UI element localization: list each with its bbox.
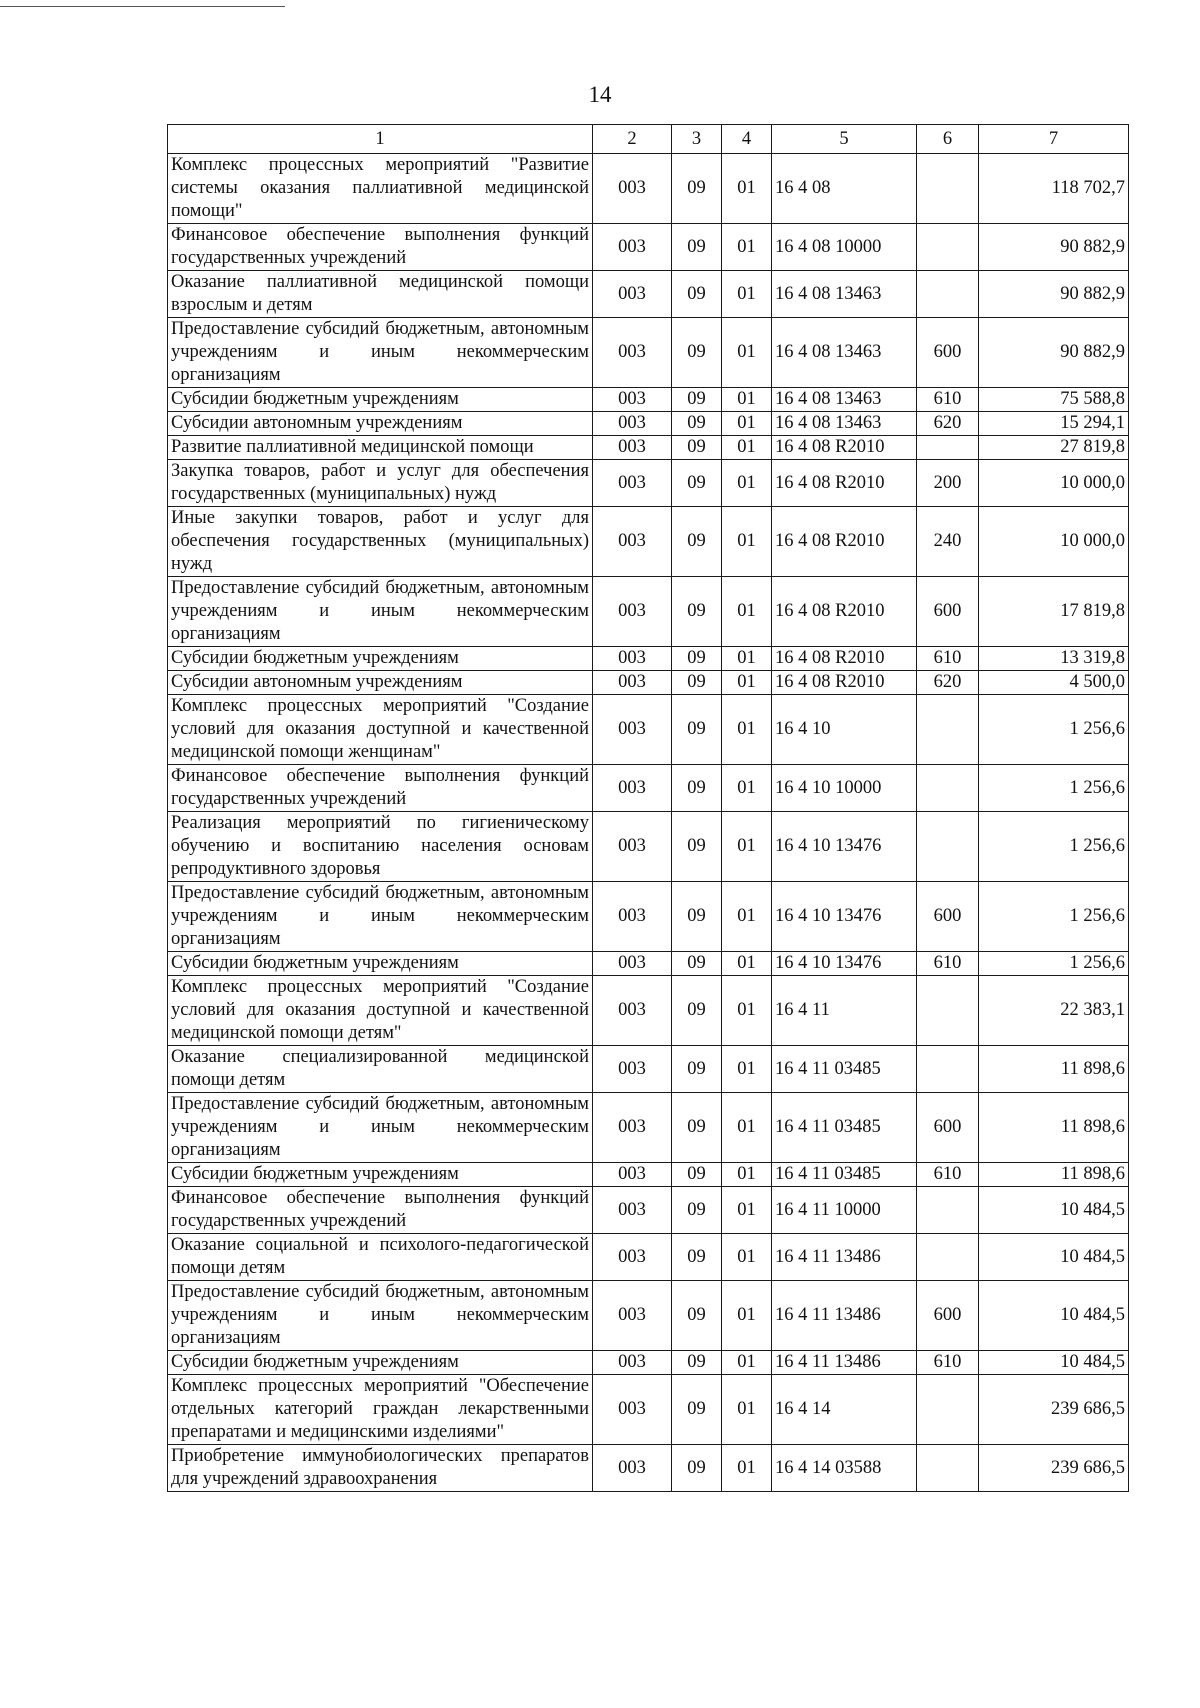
expense-type-cell xyxy=(917,1234,979,1281)
table-row xyxy=(168,812,1129,882)
subsection-code-cell: 01 xyxy=(722,1163,772,1187)
amount-cell: 90 882,9 xyxy=(979,318,1129,388)
target-article-cell: 16 4 11 03485 xyxy=(772,1093,917,1163)
expense-type-cell: 600 xyxy=(917,1093,979,1163)
department-code-cell: 003 xyxy=(593,952,672,976)
subsection-code-cell: 01 xyxy=(722,577,772,647)
expense-name-cell: Субсидии бюджетным учреждениям xyxy=(168,388,593,412)
amount-cell: 1 256,6 xyxy=(979,952,1129,976)
expense-name-cell: Предоставление субсидий бюджетным, автономным учреждениям и иным некоммерческим организациям xyxy=(168,1281,593,1351)
target-article-cell: 16 4 14 03588 xyxy=(772,1445,917,1492)
target-article-cell: 16 4 10 10000 xyxy=(772,765,917,812)
table-row xyxy=(168,1445,1129,1492)
expense-name-cell: Комплекс процессных мероприятий "Развитие системы оказания паллиативной медицинской помощи" xyxy=(168,154,593,224)
expense-name-cell: Оказание специализированной медицинской помощи детям xyxy=(168,1046,593,1093)
amount-cell: 118 702,7 xyxy=(979,154,1129,224)
amount-cell: 4 500,0 xyxy=(979,671,1129,695)
subsection-code-cell: 01 xyxy=(722,976,772,1046)
expense-name-cell: Предоставление субсидий бюджетным, автономным учреждениям и иным некоммерческим организациям xyxy=(168,1093,593,1163)
table-row xyxy=(168,952,1129,976)
expense-type-cell: 610 xyxy=(917,388,979,412)
expense-name-cell: Реализация мероприятий по гигиеническому обучению и воспитанию населения основам репродуктивного здоровья xyxy=(168,812,593,882)
amount-cell: 11 898,6 xyxy=(979,1046,1129,1093)
amount-cell: 13 319,8 xyxy=(979,647,1129,671)
table-row xyxy=(168,1234,1129,1281)
target-article-cell: 16 4 10 13476 xyxy=(772,812,917,882)
expense-type-cell: 240 xyxy=(917,507,979,577)
header-cell: 2 xyxy=(593,125,672,154)
subsection-code-cell: 01 xyxy=(722,224,772,271)
expense-type-cell xyxy=(917,976,979,1046)
table-row xyxy=(168,460,1129,507)
table-row xyxy=(168,436,1129,460)
amount-cell: 1 256,6 xyxy=(979,765,1129,812)
department-code-cell: 003 xyxy=(593,507,672,577)
table-row xyxy=(168,412,1129,436)
subsection-code-cell: 01 xyxy=(722,671,772,695)
section-code-cell: 09 xyxy=(672,765,722,812)
target-article-cell: 16 4 08 13463 xyxy=(772,388,917,412)
target-article-cell: 16 4 08 R2010 xyxy=(772,436,917,460)
expense-name-cell: Финансовое обеспечение выполнения функций государственных учреждений xyxy=(168,224,593,271)
department-code-cell: 003 xyxy=(593,671,672,695)
department-code-cell: 003 xyxy=(593,436,672,460)
table-row xyxy=(168,271,1129,318)
section-code-cell: 09 xyxy=(672,695,722,765)
section-code-cell: 09 xyxy=(672,507,722,577)
expense-type-cell xyxy=(917,1187,979,1234)
table-row xyxy=(168,647,1129,671)
department-code-cell: 003 xyxy=(593,154,672,224)
table-row xyxy=(168,1187,1129,1234)
amount-cell: 10 484,5 xyxy=(979,1234,1129,1281)
expense-name-cell: Предоставление субсидий бюджетным, автономным учреждениям и иным некоммерческим организациям xyxy=(168,318,593,388)
amount-cell: 1 256,6 xyxy=(979,812,1129,882)
department-code-cell: 003 xyxy=(593,1445,672,1492)
section-code-cell: 09 xyxy=(672,1093,722,1163)
section-code-cell: 09 xyxy=(672,271,722,318)
department-code-cell: 003 xyxy=(593,1163,672,1187)
target-article-cell: 16 4 08 R2010 xyxy=(772,577,917,647)
section-code-cell: 09 xyxy=(672,647,722,671)
section-code-cell: 09 xyxy=(672,976,722,1046)
department-code-cell: 003 xyxy=(593,1046,672,1093)
section-code-cell: 09 xyxy=(672,812,722,882)
amount-cell: 10 484,5 xyxy=(979,1187,1129,1234)
target-article-cell: 16 4 08 13463 xyxy=(772,318,917,388)
expense-type-cell xyxy=(917,695,979,765)
amount-cell: 27 819,8 xyxy=(979,436,1129,460)
expense-name-cell: Субсидии автономным учреждениям xyxy=(168,671,593,695)
amount-cell: 10 484,5 xyxy=(979,1351,1129,1375)
expense-type-cell: 600 xyxy=(917,577,979,647)
section-code-cell: 09 xyxy=(672,154,722,224)
expense-name-cell: Комплекс процессных мероприятий "Обеспечение отдельных категорий граждан лекарственными препаратами и медицинскими изделиями" xyxy=(168,1375,593,1445)
expense-type-cell: 200 xyxy=(917,460,979,507)
expense-name-cell: Финансовое обеспечение выполнения функций государственных учреждений xyxy=(168,765,593,812)
section-code-cell: 09 xyxy=(672,952,722,976)
amount-cell: 11 898,6 xyxy=(979,1093,1129,1163)
amount-cell: 90 882,9 xyxy=(979,271,1129,318)
expense-type-cell xyxy=(917,1445,979,1492)
department-code-cell: 003 xyxy=(593,412,672,436)
table-row xyxy=(168,1351,1129,1375)
expense-name-cell: Оказание паллиативной медицинской помощи взрослым и детям xyxy=(168,271,593,318)
target-article-cell: 16 4 11 03485 xyxy=(772,1163,917,1187)
expense-type-cell: 600 xyxy=(917,1281,979,1351)
department-code-cell: 003 xyxy=(593,1281,672,1351)
header-cell: 3 xyxy=(672,125,722,154)
amount-cell: 75 588,8 xyxy=(979,388,1129,412)
subsection-code-cell: 01 xyxy=(722,412,772,436)
table-row xyxy=(168,882,1129,952)
expense-name-cell: Субсидии бюджетным учреждениям xyxy=(168,647,593,671)
section-code-cell: 09 xyxy=(672,1163,722,1187)
expense-type-cell xyxy=(917,1046,979,1093)
subsection-code-cell: 01 xyxy=(722,318,772,388)
amount-cell: 10 484,5 xyxy=(979,1281,1129,1351)
subsection-code-cell: 01 xyxy=(722,436,772,460)
table-row xyxy=(168,765,1129,812)
subsection-code-cell: 01 xyxy=(722,1351,772,1375)
target-article-cell: 16 4 08 R2010 xyxy=(772,460,917,507)
expense-type-cell xyxy=(917,271,979,318)
subsection-code-cell: 01 xyxy=(722,1093,772,1163)
expense-type-cell: 610 xyxy=(917,952,979,976)
subsection-code-cell: 01 xyxy=(722,882,772,952)
subsection-code-cell: 01 xyxy=(722,388,772,412)
section-code-cell: 09 xyxy=(672,388,722,412)
table-row xyxy=(168,388,1129,412)
target-article-cell: 16 4 11 13486 xyxy=(772,1351,917,1375)
department-code-cell: 003 xyxy=(593,388,672,412)
section-code-cell: 09 xyxy=(672,412,722,436)
table-row xyxy=(168,224,1129,271)
expense-type-cell: 610 xyxy=(917,1163,979,1187)
department-code-cell: 003 xyxy=(593,1375,672,1445)
section-code-cell: 09 xyxy=(672,577,722,647)
department-code-cell: 003 xyxy=(593,812,672,882)
amount-cell: 10 000,0 xyxy=(979,507,1129,577)
subsection-code-cell: 01 xyxy=(722,271,772,318)
expense-name-cell: Комплекс процессных мероприятий "Создание условий для оказания доступной и качественной медицинской помощи женщинам" xyxy=(168,695,593,765)
table-row xyxy=(168,1281,1129,1351)
section-code-cell: 09 xyxy=(672,1187,722,1234)
target-article-cell: 16 4 08 13463 xyxy=(772,271,917,318)
target-article-cell: 16 4 11 xyxy=(772,976,917,1046)
expense-name-cell: Иные закупки товаров, работ и услуг для обеспечения государственных (муниципальных) нужд xyxy=(168,507,593,577)
amount-cell: 239 686,5 xyxy=(979,1445,1129,1492)
target-article-cell: 16 4 08 13463 xyxy=(772,412,917,436)
expense-type-cell xyxy=(917,765,979,812)
department-code-cell: 003 xyxy=(593,1234,672,1281)
target-article-cell: 16 4 08 R2010 xyxy=(772,647,917,671)
expense-name-cell: Финансовое обеспечение выполнения функций государственных учреждений xyxy=(168,1187,593,1234)
section-code-cell: 09 xyxy=(672,1375,722,1445)
amount-cell: 1 256,6 xyxy=(979,882,1129,952)
amount-cell: 1 256,6 xyxy=(979,695,1129,765)
subsection-code-cell: 01 xyxy=(722,1187,772,1234)
subsection-code-cell: 01 xyxy=(722,460,772,507)
target-article-cell: 16 4 10 13476 xyxy=(772,952,917,976)
expense-name-cell: Комплекс процессных мероприятий "Создание условий для оказания доступной и качественной медицинской помощи детям" xyxy=(168,976,593,1046)
subsection-code-cell: 01 xyxy=(722,507,772,577)
table-row xyxy=(168,1375,1129,1445)
amount-cell: 15 294,1 xyxy=(979,412,1129,436)
subsection-code-cell: 01 xyxy=(722,952,772,976)
section-code-cell: 09 xyxy=(672,671,722,695)
table-row xyxy=(168,976,1129,1046)
expense-name-cell: Предоставление субсидий бюджетным, автономным учреждениям и иным некоммерческим организациям xyxy=(168,882,593,952)
header-cell: 4 xyxy=(722,125,772,154)
department-code-cell: 003 xyxy=(593,976,672,1046)
top-rule xyxy=(0,6,285,7)
expense-type-cell: 610 xyxy=(917,647,979,671)
amount-cell: 10 000,0 xyxy=(979,460,1129,507)
expense-name-cell: Субсидии автономным учреждениям xyxy=(168,412,593,436)
amount-cell: 239 686,5 xyxy=(979,1375,1129,1445)
expense-name-cell: Предоставление субсидий бюджетным, автономным учреждениям и иным некоммерческим организациям xyxy=(168,577,593,647)
expense-type-cell: 620 xyxy=(917,412,979,436)
target-article-cell: 16 4 11 13486 xyxy=(772,1281,917,1351)
table-row xyxy=(168,1093,1129,1163)
section-code-cell: 09 xyxy=(672,1351,722,1375)
expense-type-cell xyxy=(917,224,979,271)
department-code-cell: 003 xyxy=(593,695,672,765)
expense-name-cell: Приобретение иммунобиологических препаратов для учреждений здравоохранения xyxy=(168,1445,593,1492)
expense-type-cell xyxy=(917,436,979,460)
subsection-code-cell: 01 xyxy=(722,695,772,765)
subsection-code-cell: 01 xyxy=(722,1445,772,1492)
subsection-code-cell: 01 xyxy=(722,812,772,882)
table-row xyxy=(168,671,1129,695)
amount-cell: 11 898,6 xyxy=(979,1163,1129,1187)
table-row xyxy=(168,695,1129,765)
expense-type-cell: 600 xyxy=(917,882,979,952)
page-number: 14 xyxy=(588,82,612,107)
table-body xyxy=(168,154,1129,1492)
section-code-cell: 09 xyxy=(672,460,722,507)
department-code-cell: 003 xyxy=(593,1187,672,1234)
target-article-cell: 16 4 11 03485 xyxy=(772,1046,917,1093)
department-code-cell: 003 xyxy=(593,765,672,812)
table-row xyxy=(168,507,1129,577)
department-code-cell: 003 xyxy=(593,647,672,671)
header-cell: 1 xyxy=(168,125,593,154)
section-code-cell: 09 xyxy=(672,224,722,271)
expense-type-cell: 620 xyxy=(917,671,979,695)
expense-type-cell xyxy=(917,1375,979,1445)
section-code-cell: 09 xyxy=(672,1234,722,1281)
expense-name-cell: Субсидии бюджетным учреждениям xyxy=(168,1351,593,1375)
department-code-cell: 003 xyxy=(593,1351,672,1375)
subsection-code-cell: 01 xyxy=(722,1234,772,1281)
section-code-cell: 09 xyxy=(672,1046,722,1093)
subsection-code-cell: 01 xyxy=(722,647,772,671)
header-cell: 7 xyxy=(979,125,1129,154)
expense-type-cell xyxy=(917,812,979,882)
subsection-code-cell: 01 xyxy=(722,1046,772,1093)
table-row xyxy=(168,1163,1129,1187)
target-article-cell: 16 4 08 10000 xyxy=(772,224,917,271)
department-code-cell: 003 xyxy=(593,224,672,271)
department-code-cell: 003 xyxy=(593,318,672,388)
target-article-cell: 16 4 08 R2010 xyxy=(772,671,917,695)
table-row xyxy=(168,1046,1129,1093)
department-code-cell: 003 xyxy=(593,460,672,507)
target-article-cell: 16 4 14 xyxy=(772,1375,917,1445)
header-cell: 6 xyxy=(917,125,979,154)
section-code-cell: 09 xyxy=(672,1445,722,1492)
subsection-code-cell: 01 xyxy=(722,1375,772,1445)
expense-name-cell: Оказание социальной и психолого-педагогической помощи детям xyxy=(168,1234,593,1281)
section-code-cell: 09 xyxy=(672,436,722,460)
expense-name-cell: Закупка товаров, работ и услуг для обеспечения государственных (муниципальных) нужд xyxy=(168,460,593,507)
subsection-code-cell: 01 xyxy=(722,1281,772,1351)
department-code-cell: 003 xyxy=(593,882,672,952)
department-code-cell: 003 xyxy=(593,577,672,647)
subsection-code-cell: 01 xyxy=(722,765,772,812)
budget-table xyxy=(167,124,1129,1492)
section-code-cell: 09 xyxy=(672,1281,722,1351)
header-row xyxy=(168,125,1129,154)
amount-cell: 90 882,9 xyxy=(979,224,1129,271)
expense-name-cell: Субсидии бюджетным учреждениям xyxy=(168,1163,593,1187)
amount-cell: 22 383,1 xyxy=(979,976,1129,1046)
expense-type-cell xyxy=(917,154,979,224)
department-code-cell: 003 xyxy=(593,1093,672,1163)
table-row xyxy=(168,318,1129,388)
expense-name-cell: Субсидии бюджетным учреждениям xyxy=(168,952,593,976)
section-code-cell: 09 xyxy=(672,882,722,952)
subsection-code-cell: 01 xyxy=(722,154,772,224)
target-article-cell: 16 4 11 13486 xyxy=(772,1234,917,1281)
target-article-cell: 16 4 10 13476 xyxy=(772,882,917,952)
target-article-cell: 16 4 08 xyxy=(772,154,917,224)
amount-cell: 17 819,8 xyxy=(979,577,1129,647)
target-article-cell: 16 4 11 10000 xyxy=(772,1187,917,1234)
expense-name-cell: Развитие паллиативной медицинской помощи xyxy=(168,436,593,460)
target-article-cell: 16 4 08 R2010 xyxy=(772,507,917,577)
expense-type-cell: 610 xyxy=(917,1351,979,1375)
table-row xyxy=(168,154,1129,224)
section-code-cell: 09 xyxy=(672,318,722,388)
department-code-cell: 003 xyxy=(593,271,672,318)
target-article-cell: 16 4 10 xyxy=(772,695,917,765)
expense-type-cell: 600 xyxy=(917,318,979,388)
header-cell: 5 xyxy=(772,125,917,154)
table-row xyxy=(168,577,1129,647)
